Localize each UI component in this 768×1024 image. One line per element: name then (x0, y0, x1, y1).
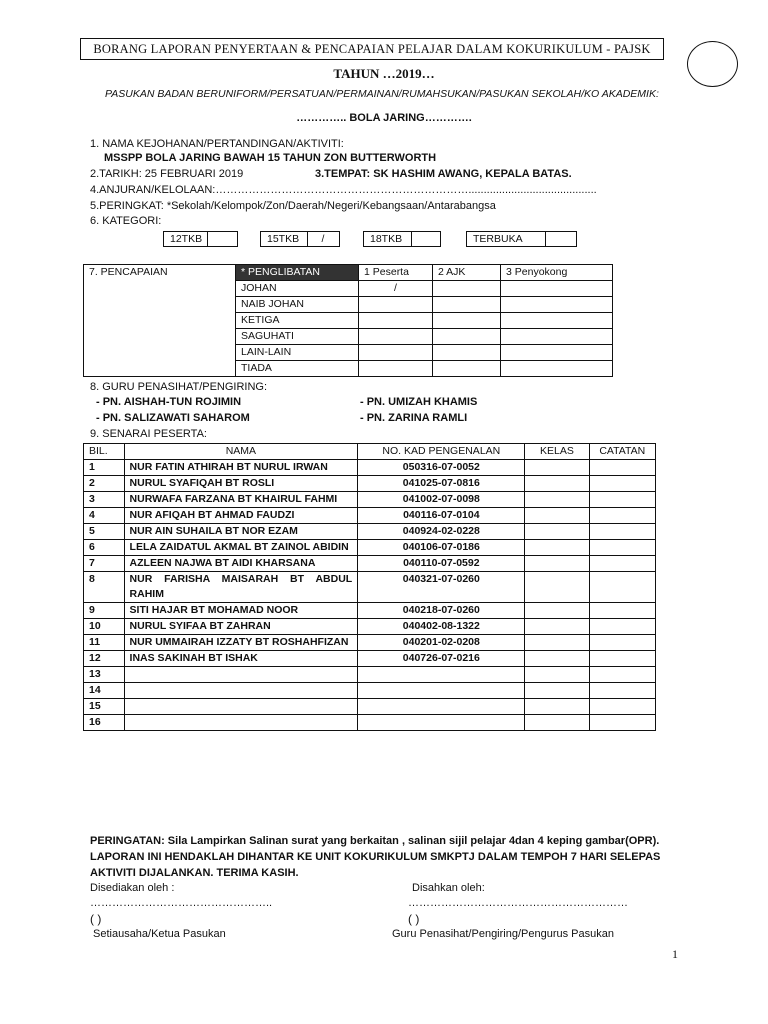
penyokong-mark[interactable] (501, 361, 613, 377)
peserta-mark[interactable]: / (359, 281, 433, 297)
row-number: 10 (84, 619, 125, 635)
header-peserta: 1 Peserta (359, 265, 433, 281)
participant-name: NURUL SYAFIQAH BT ROSLI (124, 476, 358, 492)
participant-name (124, 667, 358, 683)
participant-name: INAS SAKINAH BT ISHAK (124, 651, 358, 667)
achievement-level: JOHAN (236, 281, 359, 297)
participant-row (84, 667, 656, 683)
participant-note[interactable] (589, 667, 655, 683)
participant-ic: 040106-07-0186 (358, 540, 525, 556)
participant-row (84, 715, 656, 731)
row-number: 15 (84, 699, 125, 715)
penyokong-mark[interactable] (501, 281, 613, 297)
row-number: 12 (84, 651, 125, 667)
category-mark (208, 232, 237, 246)
participant-ic: 040321-07-0260 (358, 572, 525, 603)
participant-row (84, 460, 656, 476)
participant-row (84, 556, 656, 572)
header-ajk: 2 AJK (433, 265, 501, 281)
participant-class[interactable] (525, 540, 589, 556)
participant-row (84, 683, 656, 699)
approved-name-field[interactable]: ( ) (408, 912, 420, 926)
ajk-mark[interactable] (433, 297, 501, 313)
approved-by-label: Disahkan oleh: (412, 882, 485, 894)
row-number: 3 (84, 492, 125, 508)
participant-note[interactable] (589, 699, 655, 715)
note-line: PERINGATAN: Sila Lampirkan Salinan surat yang berkaitan , salinan sijil pelajar 4dan 4 keping gambar(OPR). (90, 835, 660, 847)
teacher-name: - PN. ZARINA RAMLI (360, 412, 468, 424)
prepared-signature-line[interactable]: ………………………………………….. (90, 897, 273, 909)
participant-row (84, 572, 656, 603)
participant-row (84, 635, 656, 651)
achievement-level: SAGUHATI (236, 329, 359, 345)
category-label: TERBUKA (467, 232, 546, 246)
participant-class[interactable] (525, 556, 589, 572)
row-number: 11 (84, 635, 125, 651)
field-date: 2.TARIKH: 25 FEBRUARI 2019 (90, 168, 244, 180)
participant-name: NURUL SYIFAA BT ZAHRAN (124, 619, 358, 635)
participant-class[interactable] (525, 508, 589, 524)
participant-row (84, 524, 656, 540)
teacher-name: - PN. UMIZAH KHAMIS (360, 396, 478, 408)
participant-class[interactable] (525, 572, 589, 603)
participant-row (84, 603, 656, 619)
participant-name: LELA ZAIDATUL AKMAL BT ZAINOL ABIDIN (124, 540, 358, 556)
penyokong-mark[interactable] (501, 313, 613, 329)
participant-class[interactable] (525, 524, 589, 540)
category-label: 15TKB (261, 232, 308, 246)
participant-ic: 040218-07-0260 (358, 603, 525, 619)
unit-type-line: PASUKAN BADAN BERUNIFORM/PERSATUAN/PERMAINAN/RUMAHSUKAN/PASUKAN SEKOLAH/KO AKADEMIK: (105, 88, 659, 100)
peserta-mark[interactable] (359, 329, 433, 345)
category-15tkb[interactable] (260, 231, 340, 247)
participant-row (84, 619, 656, 635)
participant-note[interactable] (589, 556, 655, 572)
approved-role: Guru Penasihat/Pengiring/Pengurus Pasukan (392, 928, 614, 940)
col-ic: NO. KAD PENGENALAN (358, 444, 525, 460)
participant-note[interactable] (589, 603, 655, 619)
participant-note[interactable] (589, 508, 655, 524)
participant-ic (358, 683, 525, 699)
participant-row (84, 540, 656, 556)
ajk-mark[interactable] (433, 345, 501, 361)
row-number: 2 (84, 476, 125, 492)
prepared-name-field[interactable]: ( ) (90, 912, 102, 926)
row-number: 14 (84, 683, 125, 699)
participant-note[interactable] (589, 715, 655, 731)
row-number: 16 (84, 715, 125, 731)
penyokong-mark[interactable] (501, 345, 613, 361)
row-number: 1 (84, 460, 125, 476)
participant-ic: 041025-07-0816 (358, 476, 525, 492)
penyokong-mark[interactable] (501, 329, 613, 345)
note-line: AKTIVITI DIJALANKAN. TERIMA KASIH. (90, 867, 299, 879)
row-number: 6 (84, 540, 125, 556)
category-terbuka[interactable] (466, 231, 577, 247)
participant-class[interactable] (525, 715, 589, 731)
participant-name (124, 683, 358, 699)
field-1-value: MSSPP BOLA JARING BAWAH 15 TAHUN ZON BUTTERWORTH (104, 152, 437, 164)
row-number: 13 (84, 667, 125, 683)
activity-name: ………….. BOLA JARING…………. (296, 112, 472, 124)
participant-row (84, 492, 656, 508)
field-level: 5.PERINGKAT: *Sekolah/Kelompok/Zon/Daerah/Negeri/Kebangsaan/Antarabangsa (90, 200, 496, 212)
participant-name: NUR FATIN ATHIRAH BT NURUL IRWAN (124, 460, 358, 476)
category-mark: / (321, 233, 325, 245)
peserta-mark[interactable] (359, 361, 433, 377)
field-venue: 3.TEMPAT: SK HASHIM AWANG, KEPALA BATAS. (315, 168, 572, 180)
achievement-table (83, 264, 613, 377)
peserta-mark[interactable] (359, 313, 433, 329)
participants-table (83, 443, 656, 731)
participant-note[interactable] (589, 683, 655, 699)
participant-ic: 040924-02-0228 (358, 524, 525, 540)
participant-name: NUR AFIQAH BT AHMAD FAUDZI (124, 508, 358, 524)
reminder-note (90, 833, 680, 881)
year-heading: TAHUN …2019… (333, 66, 435, 81)
ajk-mark[interactable] (433, 329, 501, 345)
participant-class[interactable] (525, 476, 589, 492)
participant-ic: 050316-07-0052 (358, 460, 525, 476)
col-nama: NAMA (124, 444, 358, 460)
participant-name: NURWAFA FARZANA BT KHAIRUL FAHMI (124, 492, 358, 508)
header-penglibatan: * PENGLIBATAN (236, 265, 359, 281)
teachers-label: 8. GURU PENASIHAT/PENGIRING: (90, 381, 268, 393)
row-number: 4 (84, 508, 125, 524)
participant-row (84, 699, 656, 715)
participant-class[interactable] (525, 460, 589, 476)
prepared-role: Setiausaha/Ketua Pasukan (93, 928, 226, 940)
penyokong-mark[interactable] (501, 297, 613, 313)
teacher-name: - PN. AISHAH-TUN ROJIMIN (96, 396, 242, 408)
participant-name: SITI HAJAR BT MOHAMAD NOOR (124, 603, 358, 619)
participant-note[interactable] (589, 476, 655, 492)
col-catatan: CATATAN (589, 444, 655, 460)
participant-note[interactable] (589, 492, 655, 508)
participant-name: AZLEEN NAJWA BT AIDI KHARSANA (124, 556, 358, 572)
category-18tkb[interactable] (363, 231, 441, 247)
header-penyokong: 3 Penyokong (501, 265, 613, 281)
participant-row (84, 476, 656, 492)
participant-class[interactable] (525, 635, 589, 651)
note-line: LAPORAN INI HENDAKLAH DIHANTAR KE UNIT KOKURIKULUM SMKPTJ DALAM TEMPOH 7 HARI SELEPAS (90, 851, 661, 863)
ajk-mark[interactable] (433, 361, 501, 377)
participant-name: NUR AIN SUHAILA BT NOR EZAM (124, 524, 358, 540)
participant-name (124, 715, 358, 731)
participant-note[interactable] (589, 540, 655, 556)
field-organizer: 4.ANJURAN/KELOLAAN:…………………………………………………………….......................................... (90, 184, 597, 196)
approved-signature-line[interactable]: …………………………………………………… (408, 897, 628, 909)
ajk-mark[interactable] (433, 313, 501, 329)
form-title: BORANG LAPORAN PENYERTAAN & PENCAPAIAN PELAJAR DALAM KOKURIKULUM - PAJSK (80, 38, 664, 60)
achievement-level: TIADA (236, 361, 359, 377)
participant-ic (358, 667, 525, 683)
participant-class[interactable] (525, 603, 589, 619)
participant-name: NUR FARISHA MAISARAH BT ABDUL RAHIM (124, 572, 358, 603)
teacher-name: - PN. SALIZAWATI SAHAROM (96, 412, 250, 424)
field-1-label: 1. NAMA KEJOHANAN/PERTANDINGAN/AKTIVITI: (90, 138, 344, 150)
participant-ic: 040201-02-0208 (358, 635, 525, 651)
category-mark (412, 232, 440, 246)
col-kelas: KELAS (525, 444, 589, 460)
achievement-level: LAIN-LAIN (236, 345, 359, 361)
peserta-mark[interactable] (359, 297, 433, 313)
participant-note[interactable] (589, 619, 655, 635)
category-12tkb[interactable] (163, 231, 238, 247)
achievement-level: NAIB JOHAN (236, 297, 359, 313)
participant-note[interactable] (589, 572, 655, 603)
page-number: 1 (672, 947, 678, 961)
participant-ic: 040402-08-1322 (358, 619, 525, 635)
col-bil: BIL. (84, 444, 125, 460)
participant-name: NUR UMMAIRAH IZZATY BT ROSHAHFIZAN (124, 635, 358, 651)
participant-ic: 040116-07-0104 (358, 508, 525, 524)
participant-ic: 040110-07-0592 (358, 556, 525, 572)
participant-class[interactable] (525, 699, 589, 715)
participant-note[interactable] (589, 460, 655, 476)
participant-class[interactable] (525, 492, 589, 508)
achievement-label: 7. PENCAPAIAN (84, 265, 236, 377)
participant-note[interactable] (589, 635, 655, 651)
category-label: 12TKB (164, 232, 208, 246)
participant-class[interactable] (525, 683, 589, 699)
category-label: 18TKB (364, 232, 412, 246)
participant-note[interactable] (589, 651, 655, 667)
prepared-by-label: Disediakan oleh : (90, 882, 175, 894)
participant-name (124, 699, 358, 715)
row-number: 8 (84, 572, 125, 603)
row-number: 9 (84, 603, 125, 619)
row-number: 5 (84, 524, 125, 540)
row-number: 7 (84, 556, 125, 572)
participant-ic (358, 699, 525, 715)
participant-ic: 041002-07-0098 (358, 492, 525, 508)
participant-note[interactable] (589, 524, 655, 540)
participant-row (84, 508, 656, 524)
ajk-mark[interactable] (433, 281, 501, 297)
field-category-label: 6. KATEGORI: (90, 215, 162, 227)
achievement-level: KETIGA (236, 313, 359, 329)
participant-class[interactable] (525, 667, 589, 683)
participant-ic: 040726-07-0216 (358, 651, 525, 667)
category-mark (546, 232, 576, 246)
peserta-mark[interactable] (359, 345, 433, 361)
participants-label: 9. SENARAI PESERTA: (90, 428, 207, 440)
participant-row (84, 651, 656, 667)
participant-class[interactable] (525, 651, 589, 667)
participant-class[interactable] (525, 619, 589, 635)
participant-ic (358, 715, 525, 731)
